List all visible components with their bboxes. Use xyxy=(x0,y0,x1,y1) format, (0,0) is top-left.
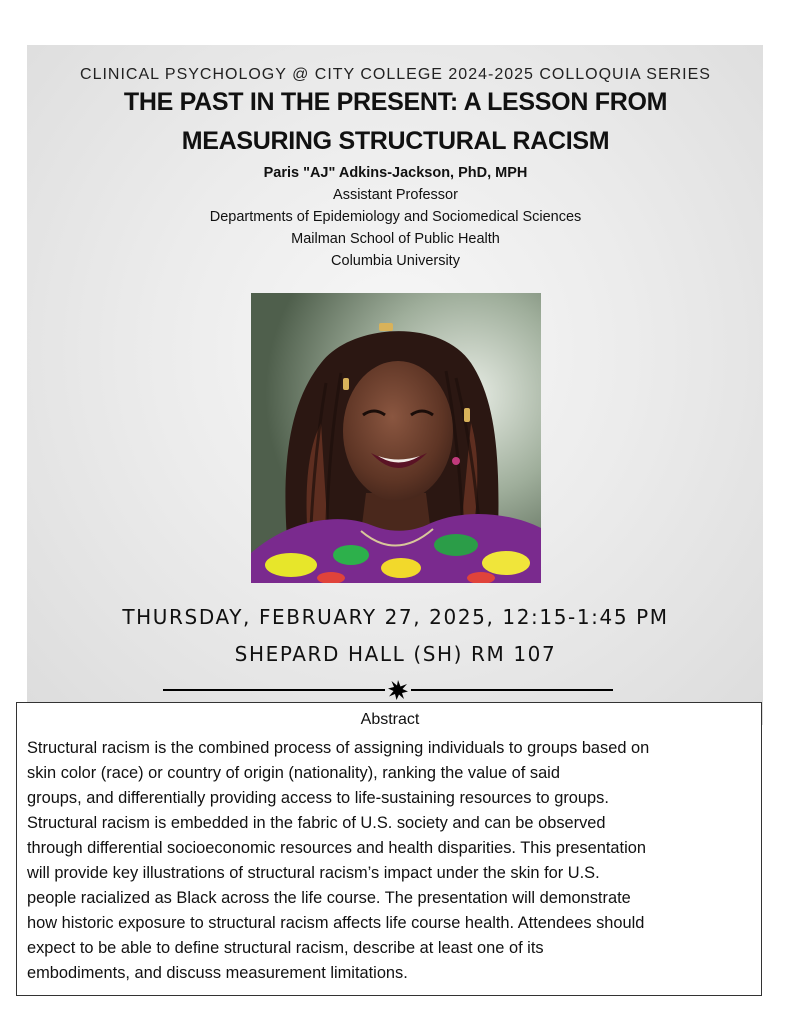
talk-title-line-1: THE PAST IN THE PRESENT: A LESSON FROM xyxy=(123,88,668,116)
talk-title-line-2: MEASURING STRUCTURAL RACISM xyxy=(181,127,610,155)
ornament-divider xyxy=(163,680,613,700)
speaker-school: Mailman School of Public Health xyxy=(291,231,500,247)
speaker-name: Paris "AJ" Adkins-Jackson, PhD, MPH xyxy=(263,165,528,181)
abstract-line: embodiments, and discuss measurement limitations. xyxy=(27,964,408,982)
event-datetime: THURSDAY, FEBRUARY 27, 2025, 12:15-1:45 PM xyxy=(122,605,669,629)
abstract-line: Structural racism is the combined process of assigning individuals to groups based on xyxy=(27,739,650,757)
speaker-university: Columbia University xyxy=(331,253,460,269)
abstract-line: expect to be able to define structural racism, describe at least one of its xyxy=(27,939,544,957)
series-title: CLINICAL PSYCHOLOGY @ CITY COLLEGE 2024-2025 COLLOQUIA SERIES xyxy=(80,66,711,83)
speaker-role: Assistant Professor xyxy=(333,187,458,203)
abstract-line: skin color (race) or country of origin (nationality), ranking the value of said xyxy=(27,764,560,782)
event-location: SHEPARD HALL (SH) RM 107 xyxy=(234,642,557,666)
abstract-body xyxy=(27,736,757,986)
starburst-icon xyxy=(388,680,408,700)
abstract-line: people racialized as Black across the life course. The presentation will demonstrate xyxy=(27,889,631,907)
abstract-line: will provide key illustrations of structural racism’s impact under the skin for U.S. xyxy=(27,864,600,882)
abstract-box xyxy=(16,702,762,996)
abstract-line: groups, and differentially providing access to life-sustaining resources to groups. xyxy=(27,789,609,807)
speaker-photo xyxy=(251,293,541,583)
speaker-department: Departments of Epidemiology and Sociomedical Sciences xyxy=(209,209,582,225)
abstract-heading: Abstract xyxy=(360,711,420,728)
abstract-line: Structural racism is embedded in the fabric of U.S. society and can be observed xyxy=(27,814,606,832)
abstract-line: how historic exposure to structural racism affects life course health. Attendees should xyxy=(27,914,645,932)
abstract-line: through differential socioeconomic resources and health disparities. This presentation xyxy=(27,839,646,857)
